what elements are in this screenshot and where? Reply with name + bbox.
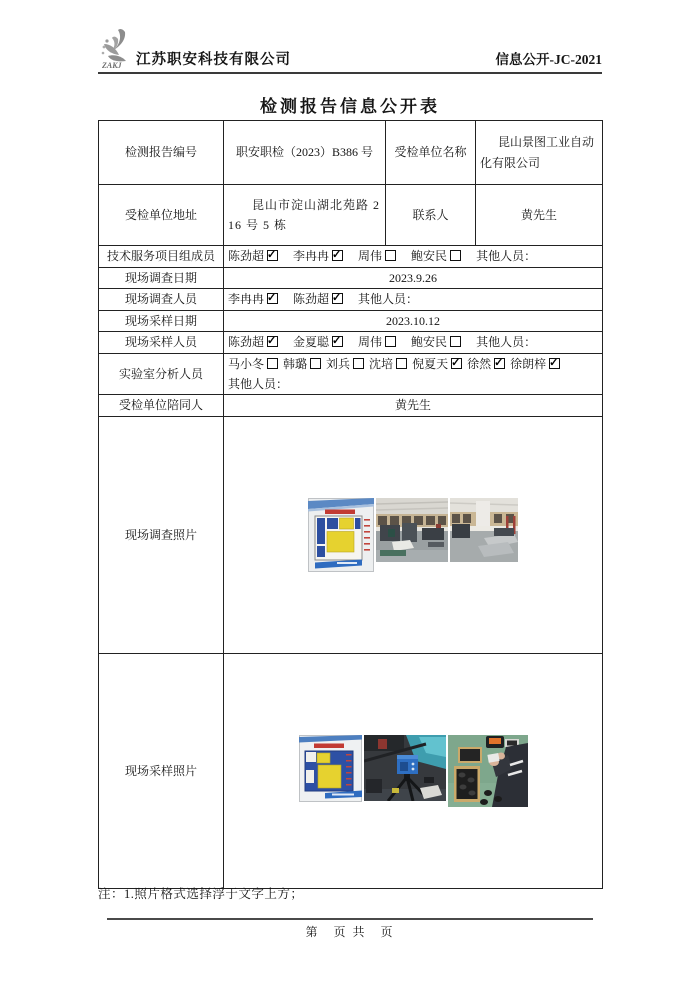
other-personnel-label: 其他人员： bbox=[358, 292, 419, 307]
row-label: 现场调查人员 bbox=[99, 289, 224, 310]
survey-photos-cell bbox=[224, 416, 603, 653]
row-value: 黄先生 bbox=[224, 395, 603, 416]
checkbox-checked bbox=[332, 336, 343, 347]
sampling-photos-strip bbox=[228, 735, 598, 807]
parts-sorting-photo bbox=[448, 735, 528, 807]
member-checklist bbox=[224, 353, 603, 395]
logo-text: ZAKJ bbox=[102, 61, 122, 70]
workshop-interior-2-photo bbox=[450, 498, 518, 562]
member-name: 刘兵 bbox=[326, 357, 364, 371]
table-row bbox=[99, 289, 603, 310]
member-name: 李冉冉 ✓ bbox=[228, 292, 278, 306]
table-row bbox=[99, 395, 603, 416]
checkbox-unchecked bbox=[385, 250, 396, 261]
row-label: 现场采样人员 bbox=[99, 332, 224, 353]
member-name: 鲍安民 bbox=[411, 335, 461, 349]
member-name: 倪夏天 ✓ bbox=[412, 357, 462, 371]
table-row bbox=[99, 121, 603, 185]
unit-name-label: 受检单位名称 bbox=[386, 121, 476, 185]
member-name: 沈培 bbox=[369, 357, 407, 371]
row-label: 受检单位陪同人 bbox=[99, 395, 224, 416]
checkbox-unchecked bbox=[396, 358, 407, 369]
checkbox-checked bbox=[494, 358, 505, 369]
table-row bbox=[99, 653, 603, 888]
contact-label: 联系人 bbox=[386, 185, 476, 246]
page-title: 检测报告信息公开表 bbox=[260, 97, 440, 116]
footer-rule bbox=[107, 918, 593, 920]
sampling-photos-cell bbox=[224, 653, 603, 888]
report-info-table bbox=[98, 120, 603, 889]
survey-photos-strip bbox=[228, 498, 598, 572]
row-label: 实验室分析人员 bbox=[99, 353, 224, 395]
table-row bbox=[99, 185, 603, 246]
checkbox-unchecked bbox=[450, 250, 461, 261]
contact-value: 黄先生 bbox=[476, 185, 603, 246]
member-name: 陈劲超 ✓ bbox=[228, 249, 278, 263]
unit-name-value: 昆山景图工业自动化有限公司 bbox=[476, 121, 603, 185]
report-no-label: 检测报告编号 bbox=[99, 121, 224, 185]
member-checklist bbox=[224, 289, 603, 310]
table-row bbox=[99, 353, 603, 395]
row-value: 2023.9.26 bbox=[224, 268, 603, 289]
checkbox-unchecked bbox=[267, 358, 278, 369]
checkbox-checked bbox=[267, 250, 278, 261]
workshop-interior-1-photo bbox=[376, 498, 448, 562]
checkbox-checked bbox=[549, 358, 560, 369]
floorplan-poster-photo bbox=[299, 735, 362, 802]
unit-addr-label: 受检单位地址 bbox=[99, 185, 224, 246]
member-name: 鲍安民 bbox=[411, 249, 461, 263]
member-name: 徐朗梓✓ bbox=[510, 357, 560, 371]
checkbox-unchecked bbox=[310, 358, 321, 369]
footnote: 注：1.照片格式选择浮于文字上方； bbox=[98, 887, 304, 901]
company-name: 江苏职安科技有限公司 bbox=[136, 52, 291, 68]
unit-addr-value: 昆山市淀山湖北苑路 216 号 5 栋 bbox=[224, 185, 386, 246]
company-logo-icon bbox=[98, 28, 134, 70]
checkbox-unchecked bbox=[353, 358, 364, 369]
table-row bbox=[99, 332, 603, 353]
member-name: 周伟 bbox=[358, 249, 396, 263]
checkbox-unchecked bbox=[450, 336, 461, 347]
table-row bbox=[99, 268, 603, 289]
member-name: 韩璐 bbox=[283, 357, 321, 371]
sampling-photos-label: 现场采样照片 bbox=[99, 653, 224, 888]
member-name: 李冉冉 ✓ bbox=[293, 249, 343, 263]
table-row bbox=[99, 246, 603, 268]
other-personnel-label: 其他人员： bbox=[476, 335, 537, 350]
member-checklist bbox=[224, 246, 603, 268]
other-personnel-label: 其他人员： bbox=[228, 376, 289, 391]
page-header bbox=[98, 28, 602, 74]
other-personnel-label: 其他人员： bbox=[476, 249, 537, 264]
member-checklist bbox=[224, 332, 603, 353]
report-no-value: 职安职检（2023）B386 号 bbox=[224, 121, 386, 185]
member-name: 马小冬 bbox=[228, 357, 278, 371]
checkbox-checked bbox=[267, 336, 278, 347]
checkbox-checked bbox=[451, 358, 462, 369]
page-footer: 第 页 共 页 bbox=[305, 925, 395, 939]
member-name: 陈劲超 ✓ bbox=[293, 292, 343, 306]
checkbox-checked bbox=[267, 293, 278, 304]
checkbox-checked bbox=[332, 293, 343, 304]
document-code: 信息公开-JC-2021 bbox=[495, 52, 602, 67]
row-label: 现场调查日期 bbox=[99, 268, 224, 289]
row-label: 现场采样日期 bbox=[99, 310, 224, 331]
sampling-instrument-photo bbox=[364, 735, 446, 801]
floorplan-poster-photo bbox=[308, 498, 374, 572]
survey-photos-label: 现场调查照片 bbox=[99, 416, 224, 653]
table-row bbox=[99, 416, 603, 653]
member-name: 徐然✓ bbox=[467, 357, 505, 371]
member-name: 陈劲超 ✓ bbox=[228, 335, 278, 349]
member-name: 周伟 bbox=[358, 335, 396, 349]
checkbox-checked bbox=[332, 250, 343, 261]
member-name: 金夏聪 ✓ bbox=[293, 335, 343, 349]
row-value: 2023.10.12 bbox=[224, 310, 603, 331]
row-label: 技术服务项目组成员 bbox=[99, 246, 224, 268]
table-row bbox=[99, 310, 603, 331]
checkbox-unchecked bbox=[385, 336, 396, 347]
